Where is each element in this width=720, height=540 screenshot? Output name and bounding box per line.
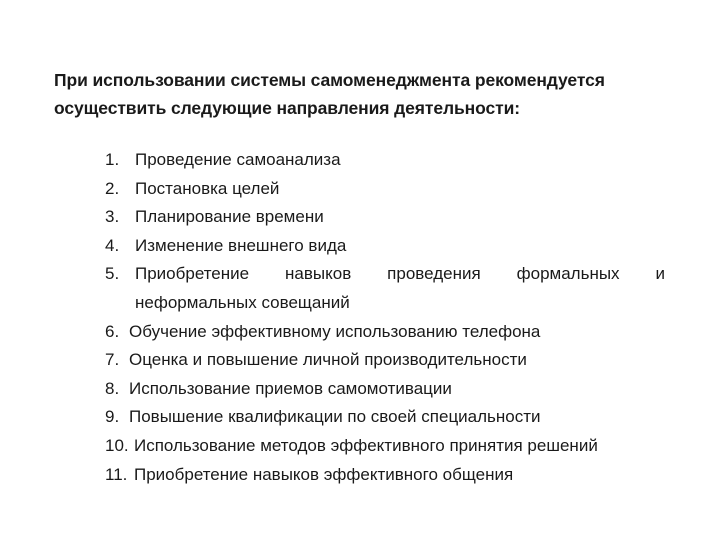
page-heading: При использовании системы самоменеджмента рекомендуется осуществить следующие направления деятельности: [54, 70, 605, 118]
list-item-text: Приобретение навыков эффективного общения [134, 464, 514, 484]
list-item-text: Оценка и повышение личной производительности [129, 350, 527, 370]
list-item-text: Повышение квалификации по своей специальности [129, 407, 541, 427]
list-item-number: 6. [105, 321, 120, 341]
list-item-text: Постановка целей [135, 178, 280, 198]
list-item-number: 10. [105, 435, 129, 455]
list-item-text: Обучение эффективному использованию телефона [129, 321, 541, 341]
list-item [105, 146, 665, 175]
list-item-number: 5. [105, 264, 120, 284]
list-item-number: 3. [105, 207, 120, 227]
list-item-number: 8. [105, 378, 120, 398]
list-item-number: 1. [105, 150, 120, 169]
list-item-text: Использование приемов самомотивации [129, 378, 452, 398]
list-item [105, 432, 665, 461]
list-item [105, 203, 665, 232]
list-item [105, 232, 665, 261]
list-item-number: 7. [105, 350, 120, 370]
list-item [105, 461, 665, 490]
list-item-number: 11. [105, 464, 128, 484]
list-item [105, 175, 665, 204]
list-item [105, 375, 665, 404]
list-item-text: Приобретение навыков проведения формальных и неформальных совещаний [135, 264, 665, 312]
directions-list [105, 146, 665, 489]
list-item-text: Использование методов эффективного принятия решений [134, 435, 598, 455]
list-item-text: Проведение самоанализа [135, 150, 341, 169]
list-item-text: Изменение внешнего вида [135, 235, 347, 255]
list-item-number: 4. [105, 235, 120, 255]
list-item-text: Планирование времени [135, 207, 324, 227]
list-item [105, 260, 665, 317]
list-item [105, 403, 665, 432]
list-item [105, 318, 665, 347]
list-item [105, 346, 665, 375]
list-item-number: 9. [105, 407, 120, 427]
list-item-number: 2. [105, 178, 120, 198]
